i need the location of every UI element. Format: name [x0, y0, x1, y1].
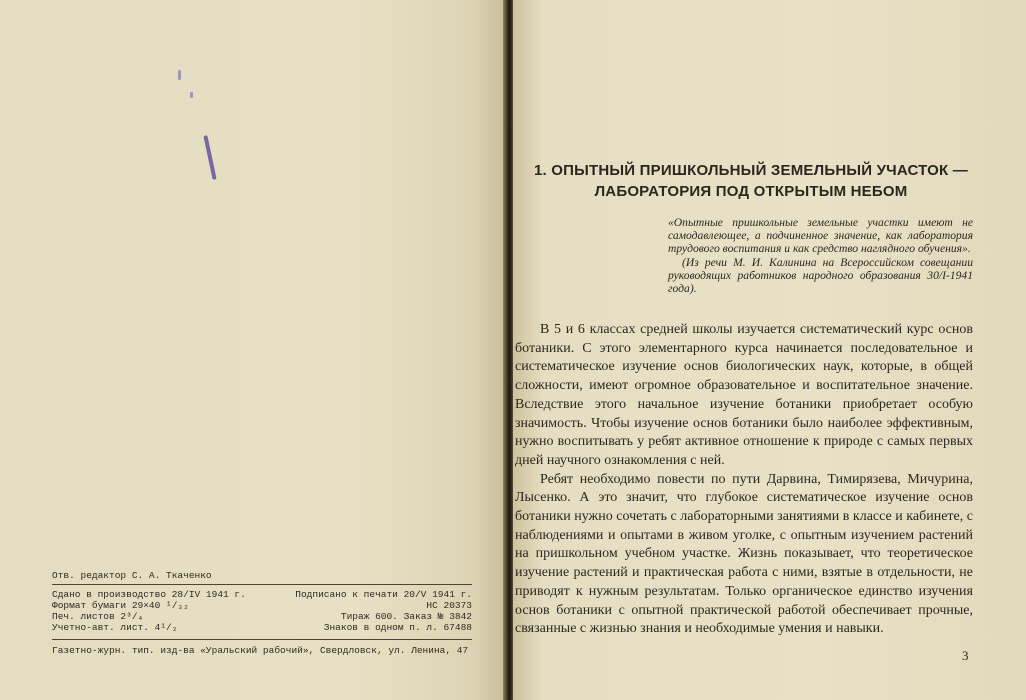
chapter-title-line: 1. ОПЫТНЫЙ ПРИШКОЛЬНЫЙ ЗЕМЕЛЬНЫЙ УЧАСТОК — — [534, 162, 968, 179]
imprint-row-left: Печ. листов 2³/₄ — [52, 611, 144, 622]
ink-dot-mark — [178, 70, 181, 80]
imprint-row-right: НС 20373 — [426, 600, 472, 611]
imprint-row — [52, 600, 472, 611]
body-text — [515, 321, 973, 639]
paragraph: Ребят необходимо повести по пути Дарвина, Тимирязева, Мичурина, Лысенко. А это значит, что глубокое систематическое изучение основ ботаники нужно сочетать с лабораторными занятиями в классе и кабинете, с наблюдениями и опытами в живом уголке, с опытным изучением растений на пришкольном учебном участке. Жизнь показывает, что теоретическое изучение растений и практическая работа с ними, взятые в отдельности, не приводят к нужным результатам. Только органическое единство изучения основ ботаники с опытной практической работой обеспечивает прочные, связанные с жизнью знания и необходимые умения и навыки. — [515, 471, 973, 637]
chapter-title-line: ЛАБОРАТОРИЯ ПОД ОТКРЫТЫМ НЕБОМ — [594, 183, 908, 200]
imprint-row — [52, 611, 472, 622]
imprint-row-left: Формат бумаги 29×40 ¹/₃₂ — [52, 600, 189, 611]
paragraph: В 5 и 6 классах средней школы изучается систематический курс основ ботаники. С этого элементарного курса начинается последовательное и систематическое изучение основ биологических наук, которые, в общей сложности, имеют огромное образовательное и воспитательное значение. Вследствие этого начальное изучение ботаники приобретает особую значимость. Чтобы изучение основ ботаники было наиболее эффективным, нужно воспитывать у ребят активное отношение к природе с самых первых дней научного ознакомления с ней. — [515, 322, 973, 468]
imprint-row — [52, 622, 472, 633]
printing-house-line: Газетно-журн. тип. изд-ва «Уральский рабочий», Свердловск, ул. Ленина, 47 — [52, 639, 472, 656]
epigraph — [668, 216, 973, 295]
imprint-row-right: Тираж 600. Заказ № 3842 — [340, 611, 472, 622]
imprint-row-left: Учетно-авт. лист. 4¹/₂ — [52, 622, 178, 633]
chapter-title — [521, 160, 981, 202]
ink-dot-mark — [190, 92, 193, 98]
imprint-row-left: Сдано в производство 28/IV 1941 г. — [52, 589, 246, 600]
epigraph-source: (Из речи М. И. Калинина на Всероссийском совещании руководящих работников народного образования 30/I-1941 года). — [668, 255, 973, 296]
ink-stroke-mark — [203, 135, 216, 180]
epigraph-quote: «Опытные пришкольные земельные участки имеют не самодавлеющее, а подчиненное значение, как лаборатория трудового воспитания и как средство наглядного обучения». — [668, 216, 973, 256]
editor-line: Отв. редактор С. А. Ткаченко — [52, 570, 472, 585]
imprint-row-right: Знаков в одном п. л. 67488 — [323, 622, 472, 633]
imprint-block — [52, 570, 472, 656]
left-page — [0, 0, 505, 700]
page-number: 3 — [962, 648, 969, 663]
imprint-row — [52, 589, 472, 600]
imprint-row-right: Подписано к печати 20/V 1941 г. — [295, 589, 472, 600]
